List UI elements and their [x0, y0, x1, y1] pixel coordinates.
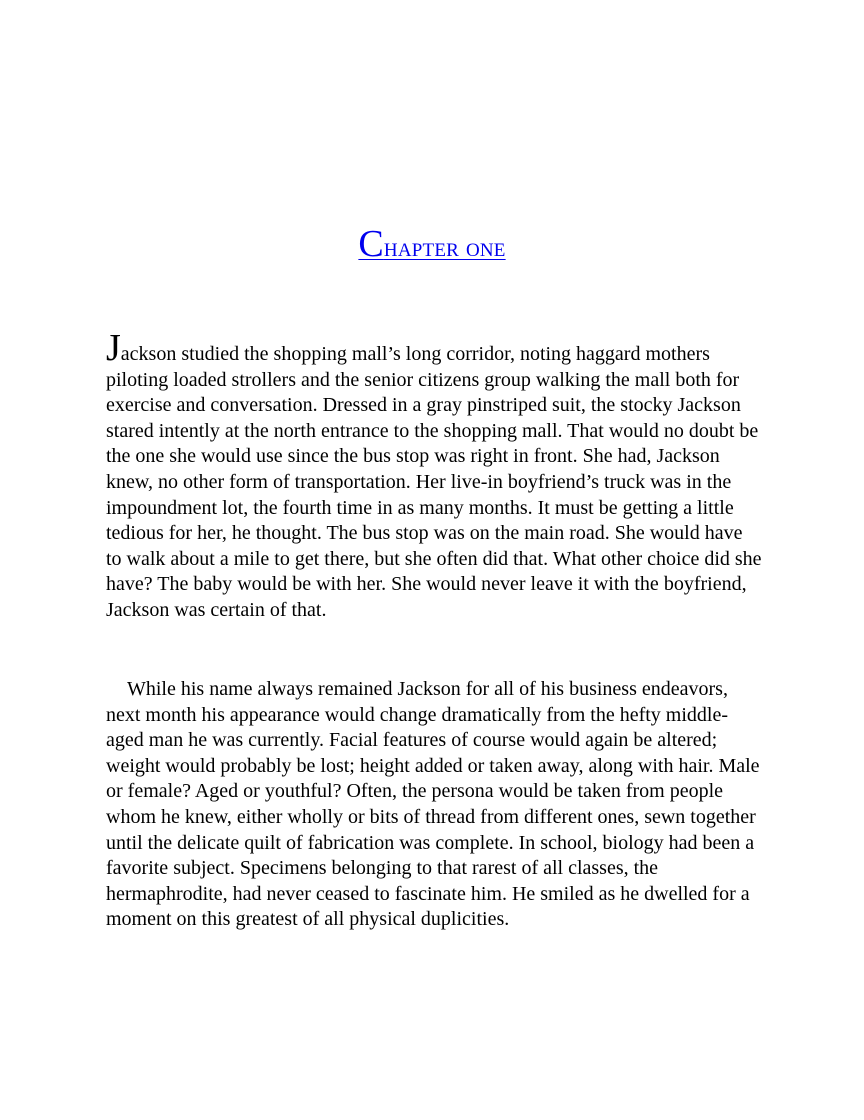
chapter-title-link[interactable]: [358, 223, 506, 265]
chapter-title-initial: C: [358, 223, 384, 265]
chapter-heading: [0, 222, 864, 269]
paragraph-2: While his name always remained Jackson for all of his business endeavors, next month his appearance would change dramatically from the hefty middle-aged man he was currently. Facial features of course would again be altered; weight would probably be lost; height added or taken away, along with hair. Male or female? Aged or youthful? Often, the persona would be taken from people whom he knew, either wholly or bits of thread from different ones, sewn together until the delicate quilt of fabrication was complete. In school, biology had been a favorite subject. Specimens belonging to that rarest of all classes, the hermaphrodite, had never ceased to fascinate him. He smiled as he dwelled for a moment on this greatest of all physical duplicities.: [106, 678, 760, 931]
drop-cap: J: [106, 327, 121, 369]
chapter-title-rest: hapter one: [383, 232, 506, 262]
paragraph-1: [106, 327, 762, 624]
paragraph-1-text: ackson studied the shopping mall’s long corridor, noting haggard mothers piloting loaded strollers and the senior citizens group walking the mall both for exercise and conversation. Dressed in a gray pinstriped suit, the stocky Jackson stared intently at the north entrance to the shopping mall. That would no doubt be the one she would use since the bus stop was right in front. She had, Jackson knew, no other form of transportation. Her live-in boyfriend’s truck was in the impoundment lot, the fourth time in as many months. It must be getting a little tedious for her, he thought. The bus stop was on the main road. She would have to walk about a mile to get there, but she often did that. What other choice did she have? The baby would be with her. She would never leave it with the boyfriend, Jackson was certain of that.: [106, 343, 762, 621]
